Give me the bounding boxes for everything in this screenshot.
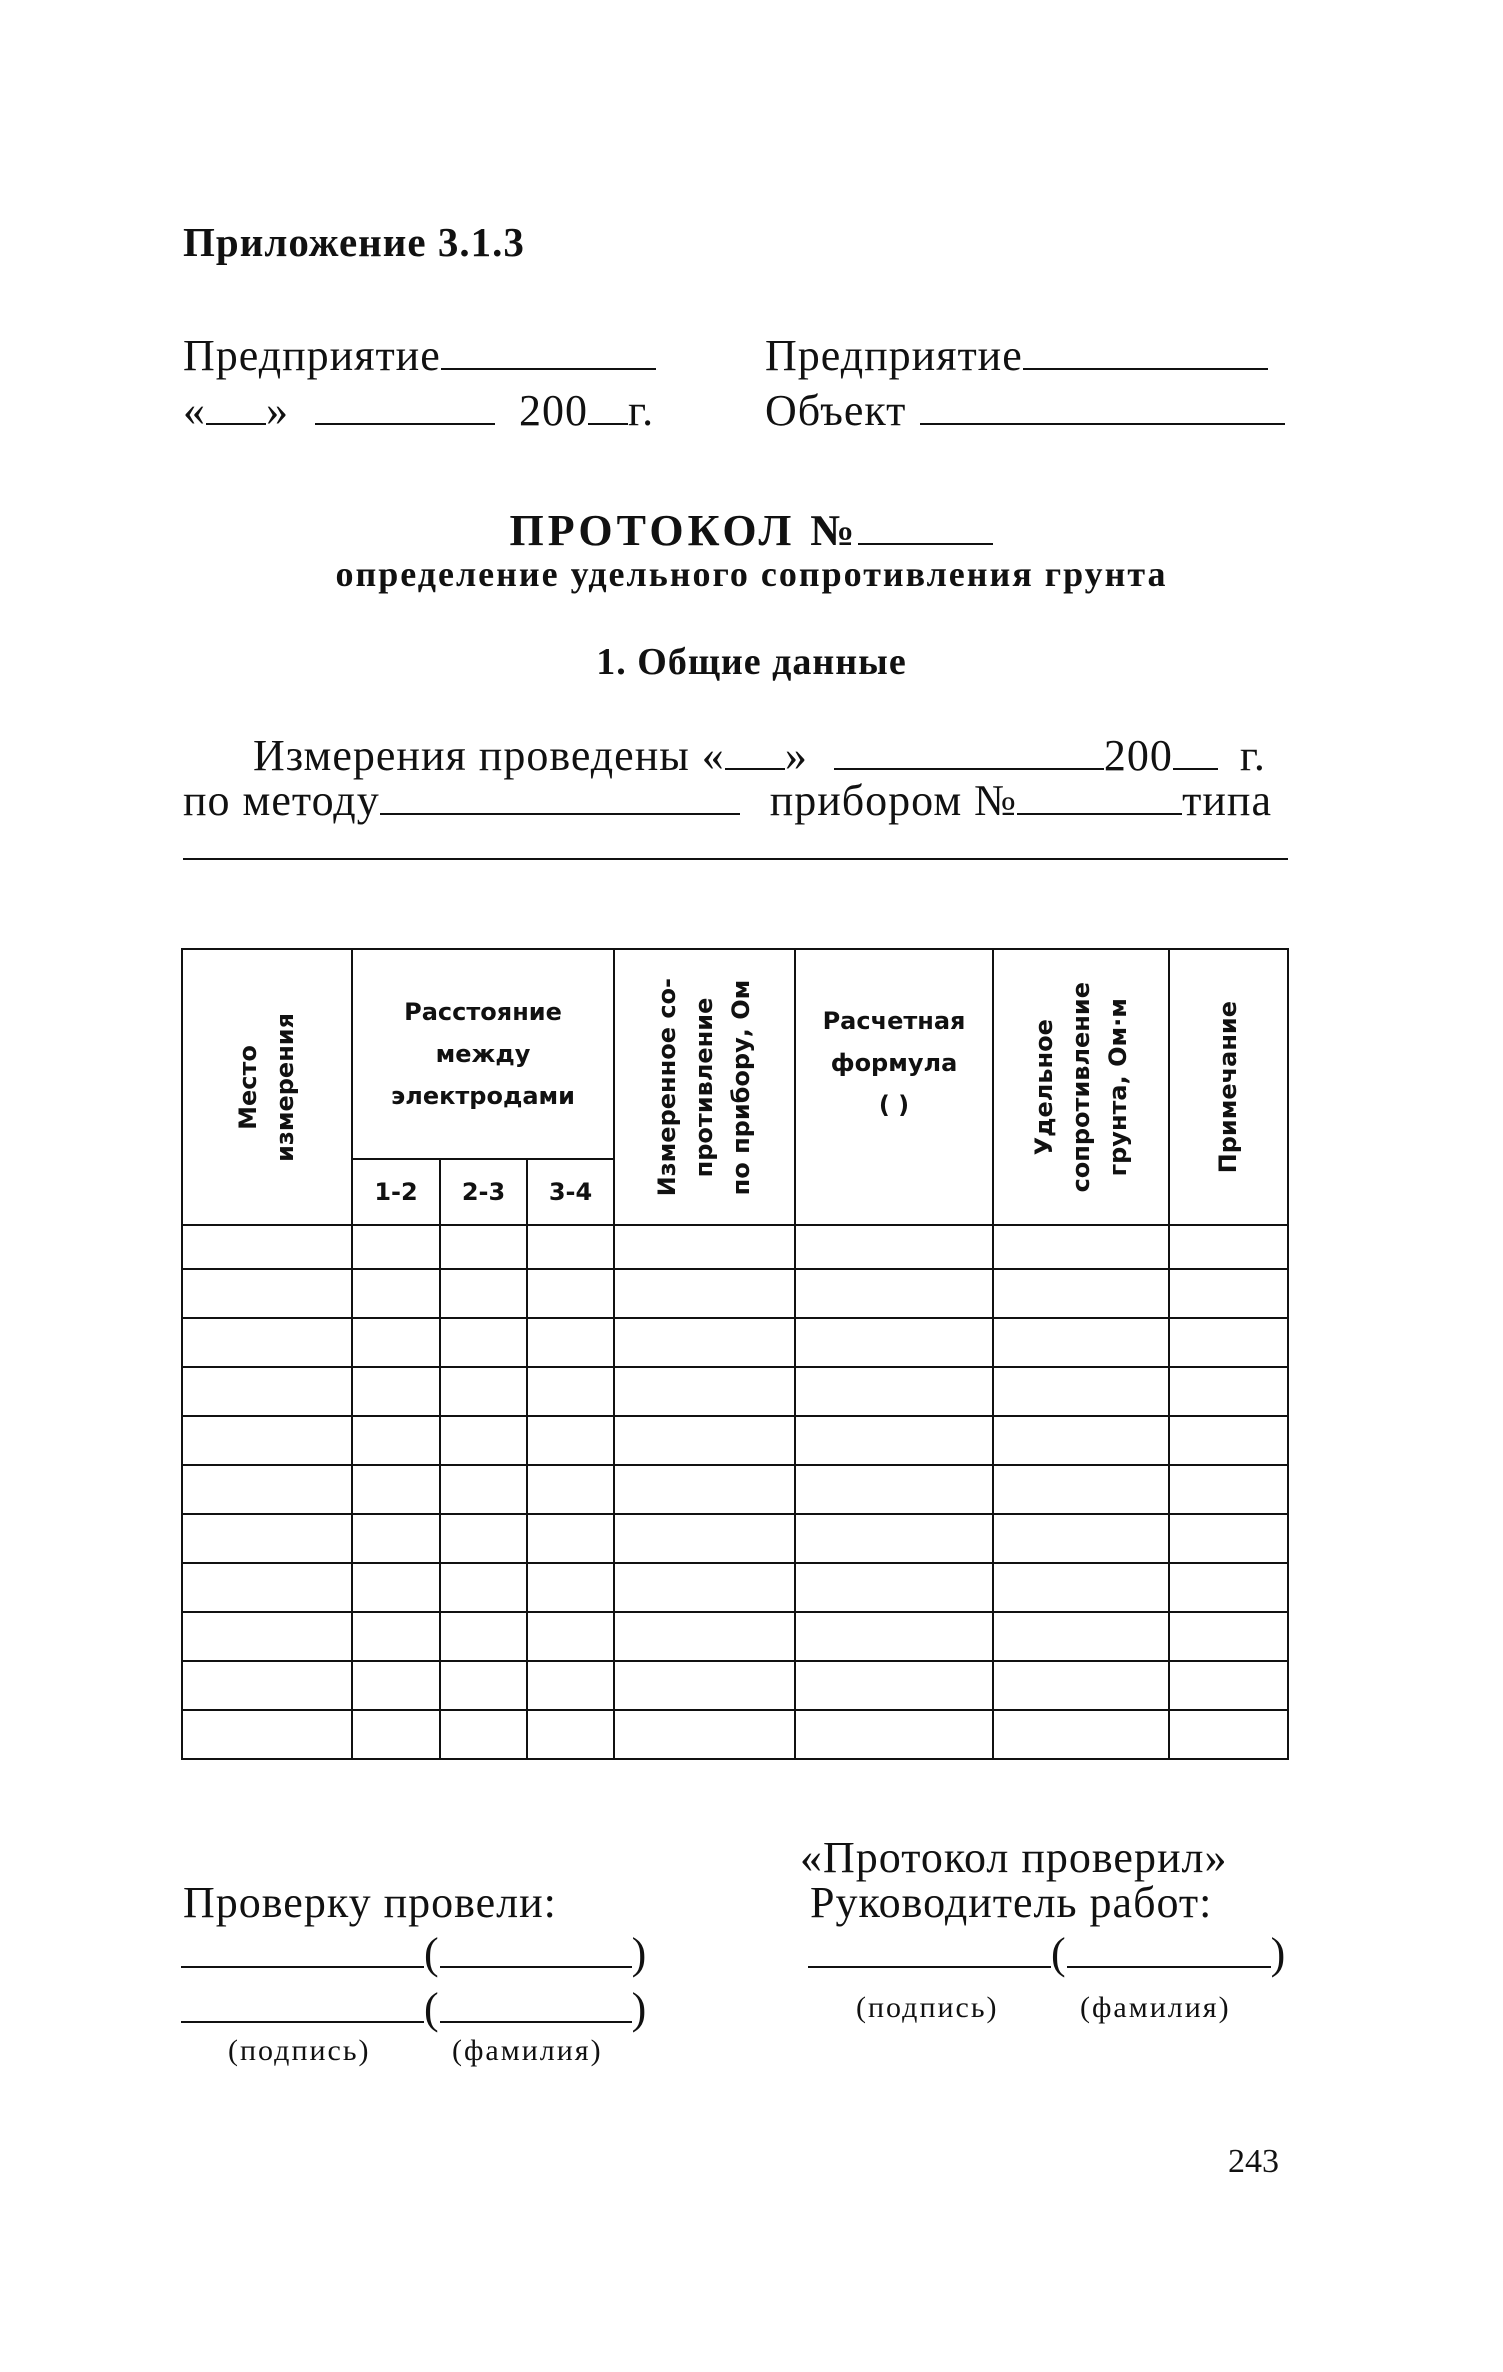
table-cell	[614, 1514, 795, 1563]
table-cell	[440, 1367, 527, 1416]
table-cell	[993, 1465, 1169, 1514]
table-cell	[527, 1612, 614, 1661]
table-cell	[614, 1710, 795, 1759]
table-row	[182, 1710, 1288, 1759]
measurement-year-blank	[1173, 767, 1218, 770]
type-label: типа	[1182, 776, 1273, 825]
table-cell	[795, 1514, 993, 1563]
table-cell	[795, 1269, 993, 1318]
protocol-number-blank	[858, 542, 993, 545]
supervisor-label: Руководитель работ:	[810, 1878, 1213, 1927]
month-blank	[315, 422, 495, 425]
table-cell	[1169, 1465, 1288, 1514]
measurement-table	[181, 948, 1289, 1760]
table-cell	[352, 1710, 440, 1759]
table-cell	[614, 1465, 795, 1514]
table-cell	[1169, 1269, 1288, 1318]
table-cell	[993, 1367, 1169, 1416]
checked-by-label: Проверку провели:	[183, 1878, 557, 1927]
table-cell	[182, 1563, 352, 1612]
measurement-conducted-label: Измерения проведены «	[253, 731, 725, 780]
table-cell	[795, 1367, 993, 1416]
table-cell	[440, 1563, 527, 1612]
table-row	[182, 1514, 1288, 1563]
table-cell	[993, 1225, 1169, 1269]
table-cell	[527, 1563, 614, 1612]
table-row	[182, 1225, 1288, 1269]
table-cell	[1169, 1563, 1288, 1612]
table-cell	[614, 1367, 795, 1416]
table-cell	[1169, 1318, 1288, 1367]
measurement-quote-close: »	[784, 731, 808, 780]
table-cell	[440, 1514, 527, 1563]
right-enterprise-label: Предприятие	[765, 331, 1023, 380]
header-formula: Расчетная формула ( )	[795, 949, 993, 1225]
table-cell	[993, 1416, 1169, 1465]
date-field	[183, 385, 654, 436]
table-cell	[527, 1661, 614, 1710]
table-cell	[795, 1612, 993, 1661]
header-note: Примечание	[1169, 949, 1288, 1225]
subheader-3-4: 3-4	[527, 1159, 614, 1225]
table-cell	[182, 1465, 352, 1514]
table-cell	[440, 1710, 527, 1759]
header-location: Место измерения	[182, 949, 352, 1225]
table-cell	[182, 1661, 352, 1710]
checker-signature-line-1	[181, 1928, 647, 1979]
open-paren: (	[424, 1984, 440, 2033]
subheader-1-2: 1-2	[352, 1159, 440, 1225]
table-cell	[795, 1465, 993, 1514]
measurement-day-blank	[725, 767, 785, 770]
table-cell	[614, 1563, 795, 1612]
header-measured-resistance: Измеренное со- противление по прибору, Ом	[614, 949, 795, 1225]
table-cell	[1169, 1710, 1288, 1759]
table-cell	[352, 1563, 440, 1612]
open-paren: (	[424, 1929, 440, 1978]
close-paren: )	[1270, 1929, 1287, 1978]
year-prefix: 200	[519, 386, 588, 435]
table-cell	[1169, 1367, 1288, 1416]
device-number-blank	[1017, 812, 1182, 815]
table-cell	[993, 1514, 1169, 1563]
signature-blank	[181, 1965, 424, 1968]
table-row	[182, 1367, 1288, 1416]
table-cell	[440, 1661, 527, 1710]
method-blank	[380, 812, 740, 815]
table-cell	[795, 1225, 993, 1269]
object-label: Объект	[765, 386, 907, 435]
left-surname-caption: (фамилия)	[452, 2034, 603, 2067]
subheader-2-3: 2-3	[440, 1159, 527, 1225]
table-cell	[182, 1225, 352, 1269]
table-row	[182, 1661, 1288, 1710]
table-cell	[795, 1416, 993, 1465]
table-cell	[1169, 1225, 1288, 1269]
year-suffix: г.	[628, 386, 655, 435]
left-enterprise-blank	[441, 367, 656, 370]
table-cell	[352, 1225, 440, 1269]
surname-blank	[440, 1965, 632, 1968]
protocol-title	[0, 505, 1503, 556]
table-row	[182, 1416, 1288, 1465]
table-row	[182, 1318, 1288, 1367]
method-label: по методу	[183, 776, 380, 825]
type-blank-line	[183, 858, 1288, 860]
table-cell	[614, 1612, 795, 1661]
date-close-quote: »	[266, 386, 289, 435]
measurement-month-blank	[834, 767, 1104, 770]
table-cell	[993, 1710, 1169, 1759]
table-cell	[527, 1318, 614, 1367]
table-cell	[527, 1269, 614, 1318]
table-cell	[993, 1612, 1169, 1661]
appendix-label: Приложение 3.1.3	[183, 219, 525, 265]
table-cell	[182, 1367, 352, 1416]
protocol-title-text: ПРОТОКОЛ №	[509, 506, 859, 555]
table-cell	[993, 1269, 1169, 1318]
table-cell	[440, 1612, 527, 1661]
right-enterprise-blank	[1023, 367, 1268, 370]
table-cell	[182, 1514, 352, 1563]
left-enterprise-field	[183, 330, 656, 381]
table-cell	[440, 1318, 527, 1367]
date-open-quote: «	[183, 386, 206, 435]
table-cell	[993, 1563, 1169, 1612]
year-blank	[588, 422, 628, 425]
table-cell	[352, 1514, 440, 1563]
table-cell	[182, 1318, 352, 1367]
table-cell	[352, 1269, 440, 1318]
protocol-verified-label: «Протокол проверил»	[800, 1833, 1228, 1882]
table-cell	[795, 1318, 993, 1367]
table-cell	[527, 1225, 614, 1269]
table-cell	[993, 1318, 1169, 1367]
table-row	[182, 1612, 1288, 1661]
header-distance: Расстояние между электродами	[352, 949, 614, 1159]
table-cell	[440, 1416, 527, 1465]
table-cell	[527, 1465, 614, 1514]
table-cell	[614, 1225, 795, 1269]
signature-blank	[181, 2020, 424, 2023]
table-cell	[440, 1269, 527, 1318]
table-cell	[614, 1661, 795, 1710]
table-cell	[614, 1318, 795, 1367]
table-body	[182, 1225, 1288, 1759]
section-heading: 1. Общие данные	[596, 641, 907, 683]
table-cell	[795, 1710, 993, 1759]
table-cell	[352, 1367, 440, 1416]
table-row	[182, 1269, 1288, 1318]
signature-blank	[808, 1965, 1051, 1968]
method-line	[183, 775, 1272, 826]
header-specific-resistance: Удельное сопротивление грунта, Ом·м	[993, 949, 1169, 1225]
page-number: 243	[1228, 2143, 1279, 2180]
table-cell	[352, 1416, 440, 1465]
table-cell	[440, 1225, 527, 1269]
close-paren: )	[631, 1929, 648, 1978]
measurement-date-line	[253, 730, 1266, 781]
measurement-year-prefix: 200	[1103, 731, 1173, 780]
open-paren: (	[1051, 1929, 1067, 1978]
surname-blank	[440, 2020, 632, 2023]
left-enterprise-label: Предприятие	[183, 331, 441, 380]
right-enterprise-field	[765, 330, 1268, 381]
table-cell	[352, 1661, 440, 1710]
table-cell	[182, 1269, 352, 1318]
table-cell	[1169, 1661, 1288, 1710]
supervisor-signature-line	[808, 1928, 1286, 1979]
table-cell	[1169, 1514, 1288, 1563]
left-signature-caption: (подпись)	[228, 2034, 371, 2067]
right-signature-caption: (подпись)	[856, 1991, 999, 2024]
device-label: прибором №	[769, 776, 1018, 825]
object-blank	[920, 422, 1285, 425]
table-cell	[440, 1465, 527, 1514]
right-surname-caption: (фамилия)	[1080, 1991, 1231, 2024]
close-paren: )	[631, 1984, 648, 2033]
table-cell	[352, 1612, 440, 1661]
object-field	[765, 385, 1285, 436]
table-cell	[527, 1710, 614, 1759]
protocol-subtitle: определение удельного сопротивления грунта	[335, 554, 1168, 594]
measurement-year-suffix: г.	[1239, 731, 1266, 780]
checker-signature-line-2	[181, 1983, 647, 2034]
table-cell	[352, 1465, 440, 1514]
table-row	[182, 1465, 1288, 1514]
table-cell	[795, 1563, 993, 1612]
table-cell	[993, 1661, 1169, 1710]
table-cell	[182, 1612, 352, 1661]
table-cell	[527, 1416, 614, 1465]
surname-blank	[1067, 1965, 1271, 1968]
table-cell	[795, 1661, 993, 1710]
table-cell	[614, 1416, 795, 1465]
table-cell	[527, 1367, 614, 1416]
table-row	[182, 1563, 1288, 1612]
table-cell	[182, 1416, 352, 1465]
table-cell	[527, 1514, 614, 1563]
table-cell	[1169, 1612, 1288, 1661]
table-cell	[1169, 1416, 1288, 1465]
table-cell	[182, 1710, 352, 1759]
table-cell	[614, 1269, 795, 1318]
day-blank	[206, 422, 266, 425]
table-cell	[352, 1318, 440, 1367]
